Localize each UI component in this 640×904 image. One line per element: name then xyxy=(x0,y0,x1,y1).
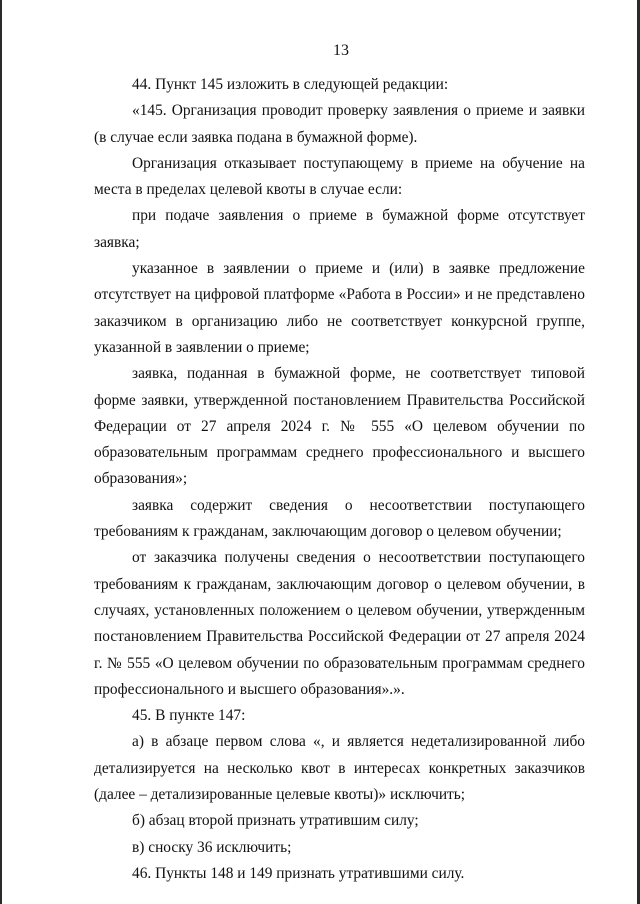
scan-left-edge xyxy=(0,0,2,904)
paragraph-refusal-form-mismatch: заявка, поданная в бумажной форме, не соответствует типовой форме заявки, утвержденной постановлением Правительства Российской Федерации от 27 апреля 2024 г. № 555 «О целевом обучении по образовательным программам среднего профессионального и высшего образования»; xyxy=(94,365,585,488)
paragraph-item-45-a: а) в абзаце первом слова «, и является недетализированной либо детализируется на несколько квот в интересах конкретных заказчиков (далее – детализированные целевые квоты)» исключить; xyxy=(94,733,585,804)
paragraph-refusal-requirements: заявка содержит сведения о несоответствии поступающего требованиям к гражданам, заключающим договор о целевом обучении; xyxy=(94,496,585,541)
page-number: 13 xyxy=(333,42,349,59)
paragraph-refusal-no-application: при подаче заявления о приеме в бумажной форме отсутствует заявка; xyxy=(94,207,585,251)
document-body xyxy=(94,72,585,887)
paragraph-refusal-customer-info: от заказчика получены сведения о несоответствии поступающего требованиям к гражданам, заключающим договор о целевом обучении, в случаях, установленных положением о целевом обучении, утвержденным постановлением Правительства Российской Федерации от 27 апреля 2024 г. № 555 «О целевом обучении по образовательным программам среднего профессионального и высшего образования».». xyxy=(94,549,585,698)
paragraph-item-44: 44. Пункт 145 изложить в следующей редакции: xyxy=(132,76,449,93)
paragraph-refusal-intro: Организация отказывает поступающему в приеме на обучение на места в пределах целевой квоты в случае если: xyxy=(94,154,585,199)
paragraph-item-145: «145. Организация проводит проверку заявления о приеме и заявки (в случае если заявка подана в бумажной форме). xyxy=(94,102,585,146)
paragraph-refusal-offer-missing: указанное в заявлении о приеме и (или) в заявке предложение отсутствует на цифровой платформе «Работа в России» и не представлено заказчиком в организацию либо не соответствует конкурсной группе, указанной в заявлении о приеме; xyxy=(94,260,585,356)
paragraph-item-45-c: в) сноску 36 исключить; xyxy=(132,838,292,856)
paragraph-item-46: 46. Пункты 148 и 149 признать утратившими силу. xyxy=(132,864,465,882)
paragraph-item-45: 45. В пункте 147: xyxy=(132,707,246,725)
paragraph-item-45-b: б) абзац второй признать утратившим силу; xyxy=(132,812,419,830)
